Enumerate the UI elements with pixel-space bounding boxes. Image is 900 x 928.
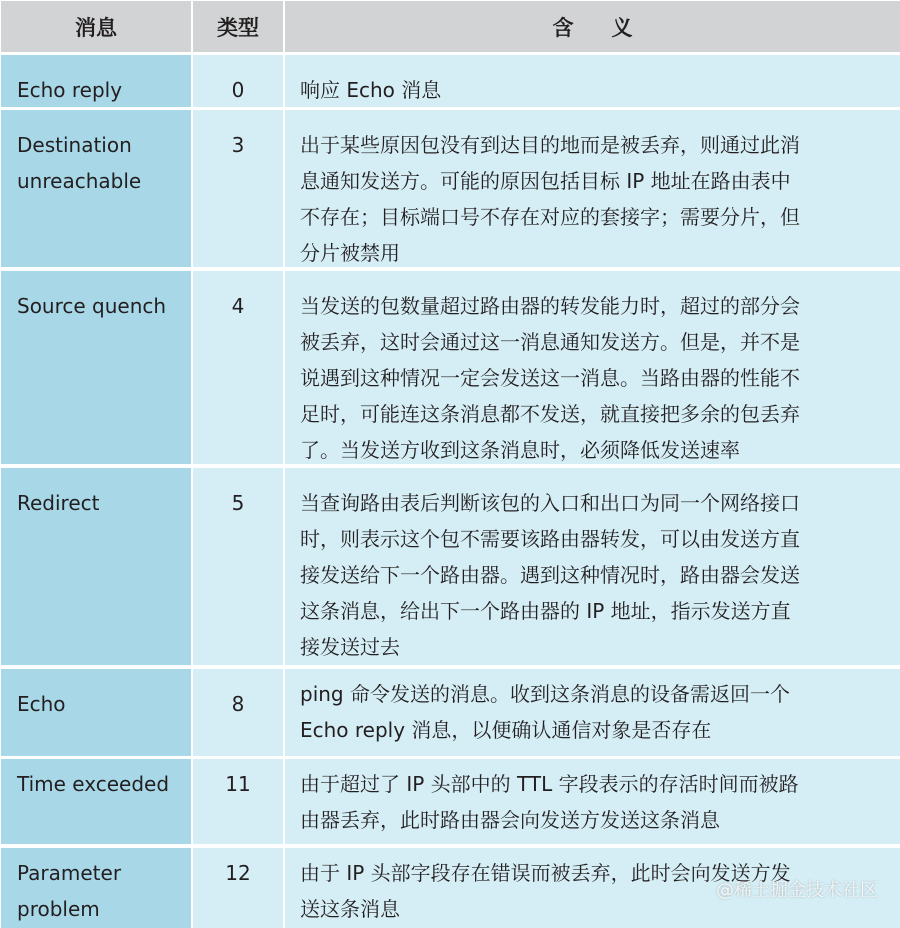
table-header-row xyxy=(0,1,900,52)
meaning-line: Echo reply 消息，以便确认通信对象是否存在 xyxy=(300,718,712,742)
meaning-cell xyxy=(285,55,900,107)
meaning-cell xyxy=(285,468,900,665)
message-name: Echo reply xyxy=(17,78,123,102)
meaning-line: 由器丢弃，此时路由器会向发送方发送这条消息 xyxy=(300,808,720,832)
meaning-line: 出于某些原因包没有到达目的地而是被丢弃，则通过此消 xyxy=(300,133,800,157)
meaning-line: 时，则表示这个包不需要该路由器转发，可以由发送方直 xyxy=(300,527,800,551)
meaning-line: 说遇到这种情况一定会发送这一消息。当路由器的性能不 xyxy=(300,366,800,390)
type-value: 0 xyxy=(231,78,245,102)
header-type: 类型 xyxy=(193,1,283,52)
table-row xyxy=(0,55,900,107)
type-value: 12 xyxy=(225,861,251,885)
meaning-line: 当发送的包数量超过路由器的转发能力时，超过的部分会 xyxy=(300,294,800,318)
table-row xyxy=(0,468,900,665)
meaning-line: 接发送过去 xyxy=(300,635,400,659)
type-cell xyxy=(193,271,283,464)
meaning-line: 分片被禁用 xyxy=(300,241,400,265)
meaning-cell xyxy=(285,759,900,844)
message-name-cell xyxy=(1,110,191,267)
message-name: Echo xyxy=(17,692,66,716)
message-name-cell xyxy=(1,468,191,665)
type-value: 8 xyxy=(231,692,245,716)
meaning-cell xyxy=(285,669,900,756)
table-row xyxy=(0,110,900,267)
meaning-line: 不存在；目标端口号不存在对应的套接字；需要分片，但 xyxy=(300,205,800,229)
meaning-line: ping 命令发送的消息。收到这条消息的设备需返回一个 xyxy=(300,682,790,706)
message-name-cell xyxy=(1,669,191,756)
message-name: Time exceeded xyxy=(17,772,170,796)
message-name: Redirect xyxy=(17,491,100,515)
meaning-line: 送这条消息 xyxy=(300,897,400,921)
table-row xyxy=(0,271,900,464)
meaning-cell xyxy=(285,271,900,464)
meaning-line: 足时，可能连这条消息都不发送，就直接把多余的包丢弃 xyxy=(300,402,800,426)
table-row xyxy=(0,759,900,844)
meaning-line: 息通知发送方。可能的原因包括目标 IP 地址在路由表中 xyxy=(300,169,791,193)
type-value: 4 xyxy=(231,294,245,318)
meaning-line: 由于超过了 IP 头部中的 TTL 字段表示的存活时间而被路 xyxy=(300,772,799,796)
message-name: Source quench xyxy=(17,294,167,318)
header-meaning: 含义 xyxy=(285,1,900,52)
type-cell xyxy=(193,110,283,267)
type-cell xyxy=(193,669,283,756)
meaning-line: 被丢弃，这时会通过这一消息通知发送方。但是，并不是 xyxy=(300,330,800,354)
meaning-line: 当查询路由表后判断该包的入口和出口为同一个网络接口 xyxy=(300,491,800,515)
message-name-cell xyxy=(1,55,191,107)
message-name: problem xyxy=(17,897,100,921)
type-cell xyxy=(193,55,283,107)
message-name-cell xyxy=(1,848,191,928)
meaning-cell xyxy=(285,110,900,267)
message-name: Destination xyxy=(17,133,132,157)
type-cell xyxy=(193,468,283,665)
message-name-cell xyxy=(1,271,191,464)
meaning-line: 响应 Echo 消息 xyxy=(300,78,442,102)
type-cell xyxy=(193,759,283,844)
message-name-cell xyxy=(1,759,191,844)
type-value: 5 xyxy=(231,491,245,515)
message-name: Parameter xyxy=(17,861,122,885)
message-name: unreachable xyxy=(17,169,142,193)
type-cell xyxy=(193,848,283,928)
header-message: 消息 xyxy=(1,1,191,52)
meaning-line: 由于 IP 头部字段存在错误而被丢弃，此时会向发送方发 xyxy=(300,861,791,885)
table-row xyxy=(0,669,900,756)
type-value: 3 xyxy=(231,133,245,157)
meaning-line: 了。当发送方收到这条消息时，必须降低发送速率 xyxy=(300,438,740,462)
meaning-line: 接发送给下一个路由器。遇到这种情况时，路由器会发送 xyxy=(300,563,800,587)
meaning-line: 这条消息，给出下一个路由器的 IP 地址，指示发送方直 xyxy=(300,599,791,623)
watermark: @稀土掘金技术社区 xyxy=(716,880,878,901)
type-value: 11 xyxy=(225,772,251,796)
